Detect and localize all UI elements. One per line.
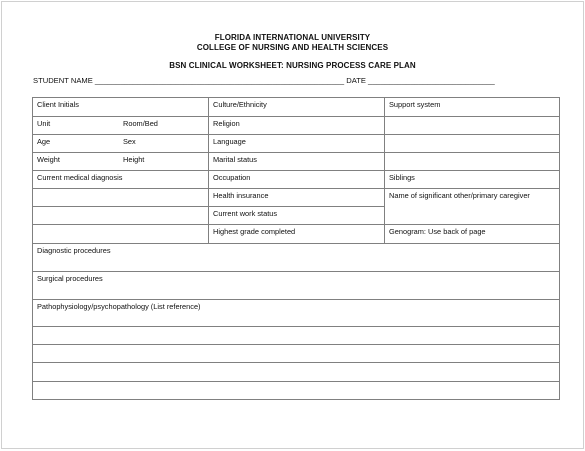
table-row: [33, 135, 560, 153]
student-name-label: STUDENT NAME: [33, 76, 93, 85]
medical-diagnosis-cont-cell[interactable]: [33, 225, 209, 244]
significant-other-cell[interactable]: Name of significant other/primary caregiver: [385, 189, 560, 225]
unit-room-cell[interactable]: Unit Room/Bed: [33, 117, 209, 135]
table-row: [33, 171, 560, 189]
student-date-line: [33, 76, 495, 85]
table-row: [33, 382, 560, 400]
table-row: [33, 225, 560, 244]
table-row: [33, 153, 560, 171]
worksheet-page: [1, 1, 584, 449]
pathophysiology-line-cell[interactable]: [33, 345, 560, 363]
diagnostic-procedures-cell[interactable]: Diagnostic procedures: [33, 244, 560, 272]
student-name-blank[interactable]: ___________________________________________________________: [94, 76, 345, 85]
pathophysiology-cell[interactable]: Pathophysiology/psychopathology (List reference): [33, 300, 560, 327]
occupation-cell[interactable]: Occupation: [209, 171, 385, 189]
support-system-cont-cell[interactable]: [385, 117, 560, 135]
surgical-procedures-cell[interactable]: Surgical procedures: [33, 272, 560, 300]
age-sex-cell[interactable]: Age Sex: [33, 135, 209, 153]
language-cell[interactable]: Language: [209, 135, 385, 153]
religion-cell[interactable]: Religion: [209, 117, 385, 135]
support-system-cell[interactable]: Support system: [385, 98, 560, 117]
pathophysiology-line-cell[interactable]: [33, 327, 560, 345]
university-title: FLORIDA INTERNATIONAL UNIVERSITY: [214, 33, 371, 42]
table-row: [33, 327, 560, 345]
table-row: [33, 345, 560, 363]
table-row: [33, 272, 560, 300]
support-system-cont-cell[interactable]: [385, 135, 560, 153]
college-title: COLLEGE OF NURSING AND HEALTH SCIENCES: [196, 43, 389, 52]
medical-diagnosis-cont-cell[interactable]: [33, 189, 209, 207]
table-row: [33, 98, 560, 117]
pathophysiology-line-cell[interactable]: [33, 363, 560, 382]
table-row: [33, 363, 560, 382]
client-initials-cell[interactable]: Client Initials: [33, 98, 209, 117]
highest-grade-cell[interactable]: Highest grade completed: [209, 225, 385, 244]
work-status-cell[interactable]: Current work status: [209, 207, 385, 225]
culture-ethnicity-cell[interactable]: Culture/Ethnicity: [209, 98, 385, 117]
genogram-cell[interactable]: Genogram: Use back of page: [385, 225, 560, 244]
health-insurance-cell[interactable]: Health insurance: [209, 189, 385, 207]
marital-status-cell[interactable]: Marital status: [209, 153, 385, 171]
siblings-cell[interactable]: Siblings: [385, 171, 560, 189]
medical-diagnosis-cont-cell[interactable]: [33, 207, 209, 225]
table-row: [33, 189, 560, 207]
weight-height-cell[interactable]: Weight Height: [33, 153, 209, 171]
client-info-table: [32, 97, 560, 400]
table-row: [33, 300, 560, 327]
medical-diagnosis-cell[interactable]: Current medical diagnosis: [33, 171, 209, 189]
table-row: [33, 117, 560, 135]
support-system-cont-cell[interactable]: [385, 153, 560, 171]
worksheet-title: BSN CLINICAL WORKSHEET: NURSING PROCESS CARE PLAN: [169, 61, 416, 70]
table-row: [33, 244, 560, 272]
date-blank[interactable]: ______________________________: [368, 76, 495, 85]
date-label: DATE: [346, 76, 366, 85]
pathophysiology-line-cell[interactable]: [33, 382, 560, 400]
